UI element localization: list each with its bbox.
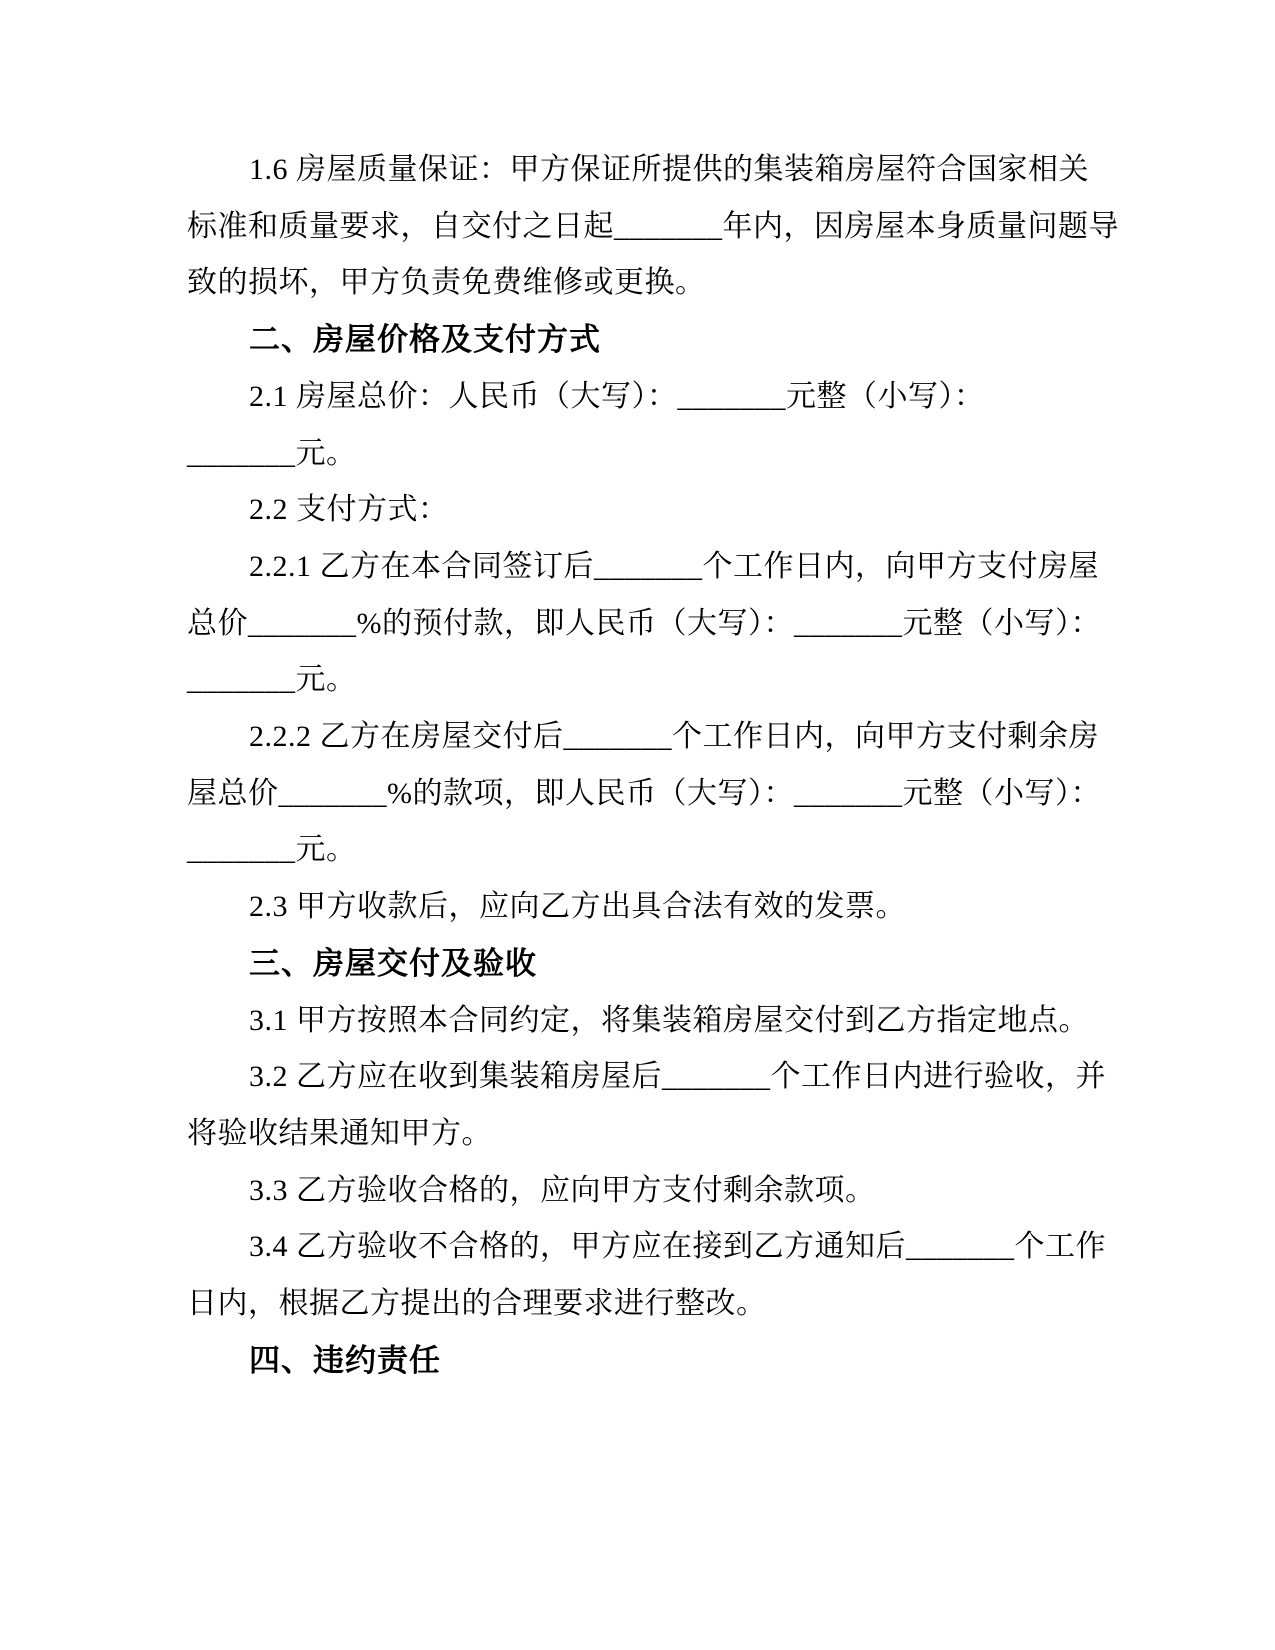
paragraph-line: 2.3 甲方收款后，应向乙方出具合法有效的发票。 <box>249 890 906 924</box>
paragraph-line: 2.1 房屋总价：人民币（大写）：_______元整（小写）： <box>249 379 985 413</box>
section-heading: 四、违约责任 <box>249 1342 441 1378</box>
document-body <box>187 142 1119 1389</box>
paragraph-line: 总价_______%的预付款，即人民币（大写）：_______元整（小写）： <box>187 606 1101 640</box>
paragraph-line: _______元。 <box>187 833 357 867</box>
paragraph-line: 将验收结果通知甲方。 <box>187 1116 492 1150</box>
paragraph-line: 1.6 房屋质量保证：甲方保证所提供的集装箱房屋符合国家相关 <box>249 153 1089 186</box>
paragraph-line: _______元。 <box>187 663 357 697</box>
paragraph-line: 致的损坏，甲方负责免费维修或更换。 <box>187 266 706 300</box>
paragraph-line: 2.2.2 乙方在房屋交付后_______个工作日内，向甲方支付剩余房 <box>249 720 1099 754</box>
paragraph-line: 3.2 乙方应在收到集装箱房屋后_______个工作日内进行验收，并 <box>249 1060 1106 1094</box>
paragraph-line: 3.1 甲方按照本合同约定，将集装箱房屋交付到乙方指定地点。 <box>249 1003 1089 1037</box>
paragraph-line: 3.3 乙方验收合格的，应向甲方支付剩余款项。 <box>249 1173 876 1207</box>
paragraph-line: 屋总价_______%的款项，即人民币（大写）：_______元整（小写）： <box>187 776 1101 810</box>
paragraph-line: 标准和质量要求，自交付之日起_______年内，因房屋本身质量问题导 <box>187 209 1119 243</box>
paragraph-line: _______元。 <box>187 436 357 470</box>
section-heading: 三、房屋交付及验收 <box>249 945 537 981</box>
paragraph-line: 2.2.1 乙方在本合同签订后_______个工作日内，向甲方支付房屋 <box>249 549 1099 583</box>
paragraph-line: 日内，根据乙方提出的合理要求进行整改。 <box>187 1287 767 1321</box>
paragraph-line: 2.2 支付方式： <box>249 493 449 527</box>
paragraph-line: 3.4 乙方验收不合格的，甲方应在接到乙方通知后_______个工作 <box>249 1230 1106 1264</box>
section-heading: 二、房屋价格及支付方式 <box>249 322 601 358</box>
